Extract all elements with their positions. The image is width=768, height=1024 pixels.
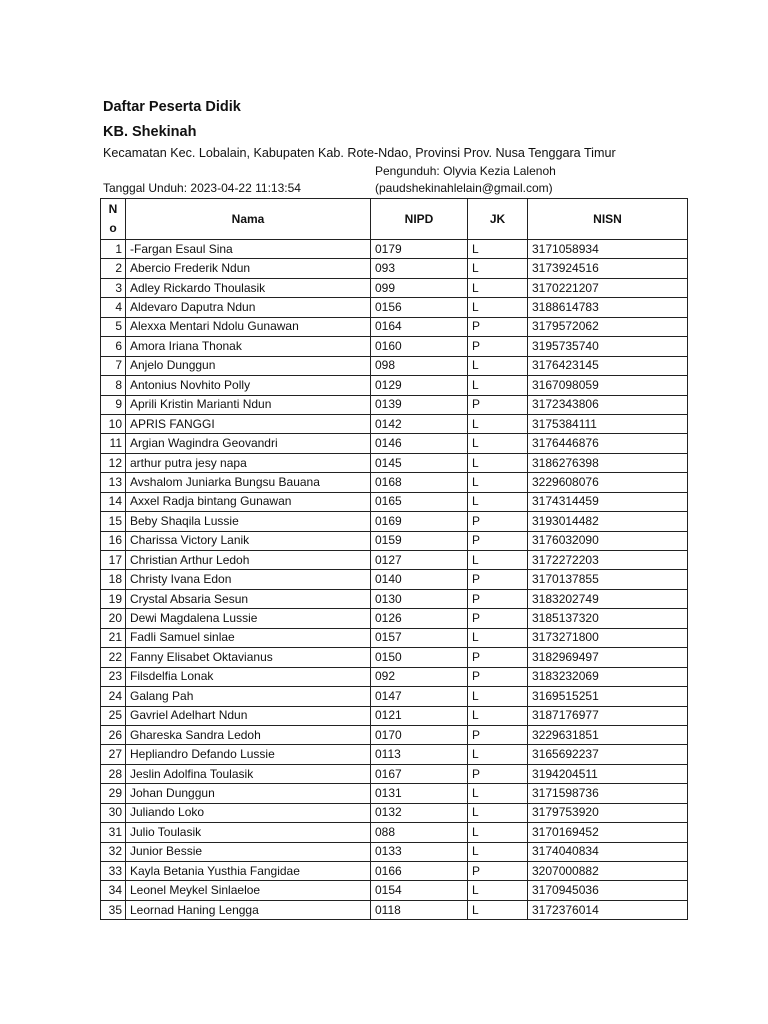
uploader-email: (paudshekinahlelain@gmail.com) [375,181,553,195]
cell-nipd: 0179 [371,240,468,259]
cell-nipd: 0165 [371,492,468,511]
cell-nisn: 3194204511 [528,764,688,783]
cell-nisn: 3176446876 [528,434,688,453]
cell-nipd: 0169 [371,512,468,531]
cell-jk: P [468,570,528,589]
document-title: Daftar Peserta Didik [103,99,241,115]
cell-nama: Fadli Samuel sinlae [126,628,371,647]
cell-jk: L [468,803,528,822]
cell-nipd: 088 [371,823,468,842]
cell-nipd: 0164 [371,317,468,336]
cell-no: 4 [101,298,126,317]
header-nama: Nama [126,199,371,240]
cell-jk: L [468,473,528,492]
cell-nipd: 0156 [371,298,468,317]
table-row [101,531,688,550]
cell-nama: Jeslin Adolfina Toulasik [126,764,371,783]
cell-nisn: 3173924516 [528,259,688,278]
table-row [101,745,688,764]
table-row [101,317,688,336]
cell-jk: P [468,512,528,531]
cell-no: 12 [101,453,126,472]
cell-nisn: 3176032090 [528,531,688,550]
cell-no: 7 [101,356,126,375]
cell-jk: L [468,434,528,453]
table-row [101,453,688,472]
cell-no: 22 [101,648,126,667]
cell-nama: Hepliandro Defando Lussie [126,745,371,764]
cell-nisn: 3165692237 [528,745,688,764]
cell-nama: Julio Toulasik [126,823,371,842]
cell-jk: P [468,862,528,881]
table-row [101,259,688,278]
school-name: KB. Shekinah [103,124,197,140]
cell-jk: L [468,356,528,375]
table-row [101,434,688,453]
cell-nipd: 0132 [371,803,468,822]
cell-no: 17 [101,551,126,570]
cell-nama: Juliando Loko [126,803,371,822]
table-row [101,473,688,492]
cell-nipd: 098 [371,356,468,375]
school-address: Kecamatan Kec. Lobalain, Kabupaten Kab. Rote-Ndao, Provinsi Prov. Nusa Tenggara Timur [103,146,616,160]
cell-no: 28 [101,764,126,783]
cell-nama: Johan Dunggun [126,784,371,803]
cell-nipd: 0154 [371,881,468,900]
cell-nipd: 0126 [371,609,468,628]
cell-nipd: 0160 [371,337,468,356]
cell-nisn: 3183202749 [528,589,688,608]
cell-jk: L [468,628,528,647]
cell-jk: L [468,259,528,278]
cell-nama: Galang Pah [126,687,371,706]
cell-nipd: 0146 [371,434,468,453]
cell-nipd: 0147 [371,687,468,706]
cell-no: 9 [101,395,126,414]
cell-jk: L [468,784,528,803]
uploader-name: Pengunduh: Olyvia Kezia Lalenoh [375,164,556,178]
table-row [101,609,688,628]
cell-jk: L [468,278,528,297]
cell-nisn: 3169515251 [528,687,688,706]
table-row [101,628,688,647]
table-row [101,764,688,783]
cell-nisn: 3193014482 [528,512,688,531]
cell-nisn: 3172343806 [528,395,688,414]
cell-nipd: 0170 [371,725,468,744]
cell-no: 1 [101,240,126,259]
cell-jk: P [468,317,528,336]
cell-no: 34 [101,881,126,900]
cell-nipd: 099 [371,278,468,297]
cell-jk: L [468,492,528,511]
cell-nama: arthur putra jesy napa [126,453,371,472]
cell-no: 33 [101,862,126,881]
cell-nisn: 3185137320 [528,609,688,628]
cell-jk: L [468,687,528,706]
cell-no: 32 [101,842,126,861]
cell-nama: Adley Rickardo Thoulasik [126,278,371,297]
header-jk: JK [468,199,528,240]
table-row [101,706,688,725]
table-row [101,862,688,881]
cell-no: 19 [101,589,126,608]
cell-nama: Abercio Frederik Ndun [126,259,371,278]
cell-no: 21 [101,628,126,647]
cell-nipd: 0129 [371,376,468,395]
cell-nisn: 3229608076 [528,473,688,492]
cell-nisn: 3172376014 [528,900,688,919]
table-row [101,823,688,842]
cell-no: 24 [101,687,126,706]
header-no [101,199,126,240]
cell-jk: L [468,900,528,919]
table-row [101,725,688,744]
cell-nama: Filsdelfia Lonak [126,667,371,686]
cell-nisn: 3176423145 [528,356,688,375]
cell-nipd: 0159 [371,531,468,550]
cell-nipd: 092 [371,667,468,686]
cell-nama: Leornad Haning Lengga [126,900,371,919]
cell-nisn: 3170945036 [528,881,688,900]
cell-nama: Ghareska Sandra Ledoh [126,725,371,744]
cell-no: 23 [101,667,126,686]
cell-nama: Axxel Radja bintang Gunawan [126,492,371,511]
table-row [101,512,688,531]
cell-nipd: 0130 [371,589,468,608]
table-row [101,414,688,433]
cell-nipd: 0157 [371,628,468,647]
download-date: Tanggal Unduh: 2023-04-22 11:13:54 [103,181,301,195]
cell-jk: L [468,745,528,764]
cell-jk: P [468,764,528,783]
cell-nipd: 0127 [371,551,468,570]
cell-nisn: 3167098059 [528,376,688,395]
cell-no: 31 [101,823,126,842]
cell-nama: Christy Ivana Edon [126,570,371,589]
cell-nama: -Fargan Esaul Sina [126,240,371,259]
cell-nama: Beby Shaqila Lussie [126,512,371,531]
cell-nisn: 3171058934 [528,240,688,259]
cell-nisn: 3174040834 [528,842,688,861]
cell-jk: L [468,453,528,472]
cell-nipd: 0118 [371,900,468,919]
cell-no: 20 [101,609,126,628]
cell-nipd: 0167 [371,764,468,783]
cell-nama: APRIS FANGGI [126,414,371,433]
cell-no: 6 [101,337,126,356]
cell-nipd: 0150 [371,648,468,667]
table-row [101,667,688,686]
cell-nama: Avshalom Juniarka Bungsu Bauana [126,473,371,492]
table-row [101,687,688,706]
cell-no: 11 [101,434,126,453]
cell-nama: Alexxa Mentari Ndolu Gunawan [126,317,371,336]
cell-nisn: 3187176977 [528,706,688,725]
table-row [101,784,688,803]
cell-nipd: 0139 [371,395,468,414]
header-nisn: NISN [528,199,688,240]
cell-nipd: 0168 [371,473,468,492]
cell-jk: L [468,298,528,317]
cell-jk: L [468,240,528,259]
cell-nama: Dewi Magdalena Lussie [126,609,371,628]
cell-jk: P [468,725,528,744]
cell-nisn: 3179753920 [528,803,688,822]
cell-nisn: 3229631851 [528,725,688,744]
cell-no: 16 [101,531,126,550]
cell-nipd: 0121 [371,706,468,725]
cell-nama: Charissa Victory Lanik [126,531,371,550]
table-row [101,240,688,259]
cell-no: 18 [101,570,126,589]
cell-nama: Crystal Absaria Sesun [126,589,371,608]
cell-nisn: 3172272203 [528,551,688,570]
table-row [101,551,688,570]
cell-jk: L [468,706,528,725]
cell-no: 13 [101,473,126,492]
cell-nisn: 3188614783 [528,298,688,317]
table-row [101,570,688,589]
cell-no: 25 [101,706,126,725]
table-row [101,298,688,317]
cell-nisn: 3179572062 [528,317,688,336]
cell-nisn: 3175384111 [528,414,688,433]
cell-no: 2 [101,259,126,278]
header-nipd: NIPD [371,199,468,240]
cell-jk: L [468,842,528,861]
cell-jk: P [468,609,528,628]
header-no-line1: N [108,202,118,216]
cell-nipd: 0113 [371,745,468,764]
table-row [101,395,688,414]
cell-no: 8 [101,376,126,395]
cell-nama: Christian Arthur Ledoh [126,551,371,570]
cell-jk: L [468,376,528,395]
cell-jk: L [468,823,528,842]
cell-jk: P [468,395,528,414]
cell-no: 14 [101,492,126,511]
cell-nama: Junior Bessie [126,842,371,861]
cell-nipd: 0145 [371,453,468,472]
cell-jk: P [468,531,528,550]
cell-nisn: 3186276398 [528,453,688,472]
cell-no: 10 [101,414,126,433]
cell-nisn: 3170169452 [528,823,688,842]
cell-jk: L [468,414,528,433]
cell-nisn: 3170137855 [528,570,688,589]
cell-jk: L [468,881,528,900]
cell-nisn: 3173271800 [528,628,688,647]
cell-nisn: 3171598736 [528,784,688,803]
table-row [101,337,688,356]
table-row [101,881,688,900]
cell-jk: P [468,667,528,686]
table-row [101,356,688,375]
cell-nisn: 3174314459 [528,492,688,511]
cell-nipd: 0142 [371,414,468,433]
student-rows [101,240,688,920]
cell-nisn: 3183232069 [528,667,688,686]
table-row [101,589,688,608]
cell-no: 35 [101,900,126,919]
header-no-line2: o [109,221,117,235]
table-row [101,492,688,511]
cell-no: 3 [101,278,126,297]
table-row [101,842,688,861]
table-row [101,803,688,822]
cell-nipd: 0131 [371,784,468,803]
cell-nisn: 3207000882 [528,862,688,881]
cell-no: 15 [101,512,126,531]
cell-nama: Gavriel Adelhart Ndun [126,706,371,725]
cell-jk: P [468,337,528,356]
cell-nama: Argian Wagindra Geovandri [126,434,371,453]
student-table [100,198,688,920]
cell-nama: Aprili Kristin Marianti Ndun [126,395,371,414]
cell-jk: L [468,551,528,570]
table-row [101,376,688,395]
table-row [101,278,688,297]
cell-no: 5 [101,317,126,336]
cell-nama: Leonel Meykel Sinlaeloe [126,881,371,900]
cell-nipd: 0166 [371,862,468,881]
table-header-row [101,199,688,240]
cell-nipd: 093 [371,259,468,278]
cell-nama: Antonius Novhito Polly [126,376,371,395]
cell-nama: Aldevaro Daputra Ndun [126,298,371,317]
cell-no: 27 [101,745,126,764]
cell-nama: Amora Iriana Thonak [126,337,371,356]
cell-nisn: 3170221207 [528,278,688,297]
cell-nisn: 3182969497 [528,648,688,667]
table-row [101,648,688,667]
cell-nama: Kayla Betania Yusthia Fangidae [126,862,371,881]
cell-jk: P [468,648,528,667]
cell-nisn: 3195735740 [528,337,688,356]
cell-no: 29 [101,784,126,803]
cell-no: 30 [101,803,126,822]
cell-nipd: 0140 [371,570,468,589]
cell-nama: Fanny Elisabet Oktavianus [126,648,371,667]
cell-no: 26 [101,725,126,744]
cell-nama: Anjelo Dunggun [126,356,371,375]
cell-jk: P [468,589,528,608]
table-row [101,900,688,919]
cell-nipd: 0133 [371,842,468,861]
